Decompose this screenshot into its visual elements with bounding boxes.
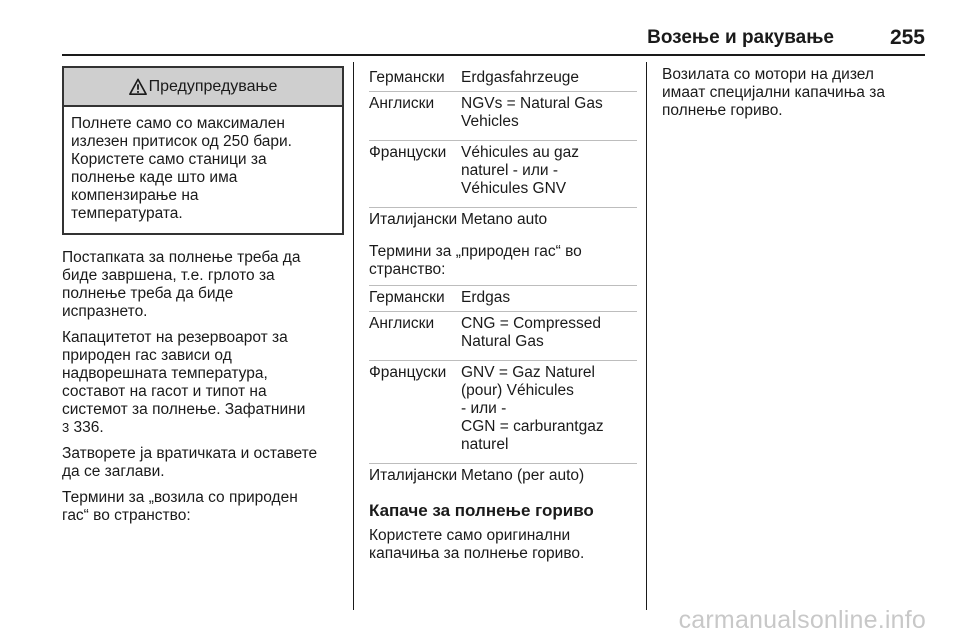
text-line: составот на гасот и типот на [62,383,267,400]
text-line: Термини за „возила со природен [62,489,298,506]
paragraph [62,489,344,525]
reference-arrow-icon: 3 [62,420,70,435]
text-line: природен гас зависи од [62,347,232,364]
warning-triangle-icon [129,78,147,96]
text-line: GNV = Gaz Naturel [461,364,595,381]
text-line: капачиња за полнење гориво. [369,545,585,562]
column-divider [646,62,647,610]
warning-header [64,68,342,107]
term-value [461,95,637,131]
term-value [461,211,637,229]
text-line: температурата. [71,205,183,222]
term-language: Англиски [369,95,435,112]
text-line: компензирање на [71,187,199,204]
paragraph [62,445,344,481]
term-language: Германски [369,69,445,86]
table-row [369,312,637,361]
text-line: полнење каде што има [71,169,238,186]
section-heading: Капаче за полнење гориво [369,501,594,520]
column-divider [353,62,354,610]
text-line: Véhicules GNV [461,180,567,197]
text-line: Капацитетот на резервоарот за [62,329,288,346]
vehicle-terms-table [369,66,637,233]
table-row [369,92,637,141]
paragraph [62,329,344,437]
term-language: Германски [369,289,445,306]
text-line: полнење треба да биде [62,285,234,302]
text-line: CNG = Compressed [461,315,601,332]
table-row [369,286,637,312]
header-rule [62,54,925,56]
text-line: (pour) Véhicules [461,382,574,399]
text-line: биде завршена, т.е. грлото за [62,267,275,284]
text-line: имаат специјални капачиња за [662,84,885,101]
text-line: Metano (per auto) [461,467,585,484]
text-line: Затворете ја вратичката и оставете [62,445,318,462]
term-value [461,315,637,351]
term-value [461,289,637,307]
reference-page: 336. [73,419,104,436]
text-line: полнење гориво. [662,102,783,119]
text-line: NGVs = Natural Gas [461,95,603,112]
table-row [369,361,637,464]
text-line: да се заглави. [62,463,165,480]
page-reference[interactable] [62,419,344,437]
text-line: CGN = carburantgaz [461,418,604,435]
text-line: - или - [461,400,507,417]
text-line: надворешната температура, [62,365,268,382]
text-line: Полнете само со максимален [71,115,285,132]
paragraph [62,249,344,321]
term-language: Француски [369,364,447,381]
page-number: 255 [889,26,925,49]
middle-column [369,66,637,563]
warning-body [64,107,342,233]
table-row [369,66,637,92]
text-line: Metano auto [461,211,548,228]
text-line: Véhicules au gaz [461,144,580,161]
left-column [62,66,344,525]
watermark: carmanualsonline.info [678,606,926,634]
text-line: гас“ во странство: [62,507,191,524]
paragraph [662,66,924,120]
gas-terms-table [369,285,637,489]
warning-title: Предупредување [148,77,278,95]
text-line: Користете само станици за [71,151,267,168]
text-line: Erdgasfahrzeuge [461,69,580,86]
header-title: Возење и ракување [647,27,834,48]
term-language: Француски [369,144,447,161]
term-value [461,69,637,87]
term-language: Италијански [369,211,458,228]
term-value [461,467,637,485]
term-value [461,364,637,454]
text-line: Vehicles [461,113,519,130]
table-row [369,464,637,489]
text-line: naturel - или - [461,162,558,179]
right-column [662,66,924,120]
text-line: naturel [461,436,509,453]
paragraph [369,243,637,279]
table-row [369,141,637,208]
text-line: Natural Gas [461,333,544,350]
text-line: Возилата со мотори на дизел [662,66,874,83]
warning-box [62,66,344,235]
table-row [369,208,637,233]
text-line: Erdgas [461,289,511,306]
text-line: излезен притисок од 250 бари. [71,133,292,150]
paragraph [369,527,637,563]
text-line: Користете само оригинални [369,527,571,544]
text-line: странство: [369,261,446,278]
text-line: Термини за „природен гас“ во [369,243,582,260]
text-line: Постапката за полнење треба да [62,249,301,266]
term-language: Англиски [369,315,435,332]
term-language: Италијански [369,467,458,484]
text-line: системот за полнење. Зафатнини [62,401,306,418]
term-value [461,144,637,198]
text-line: испразнето. [62,303,148,320]
